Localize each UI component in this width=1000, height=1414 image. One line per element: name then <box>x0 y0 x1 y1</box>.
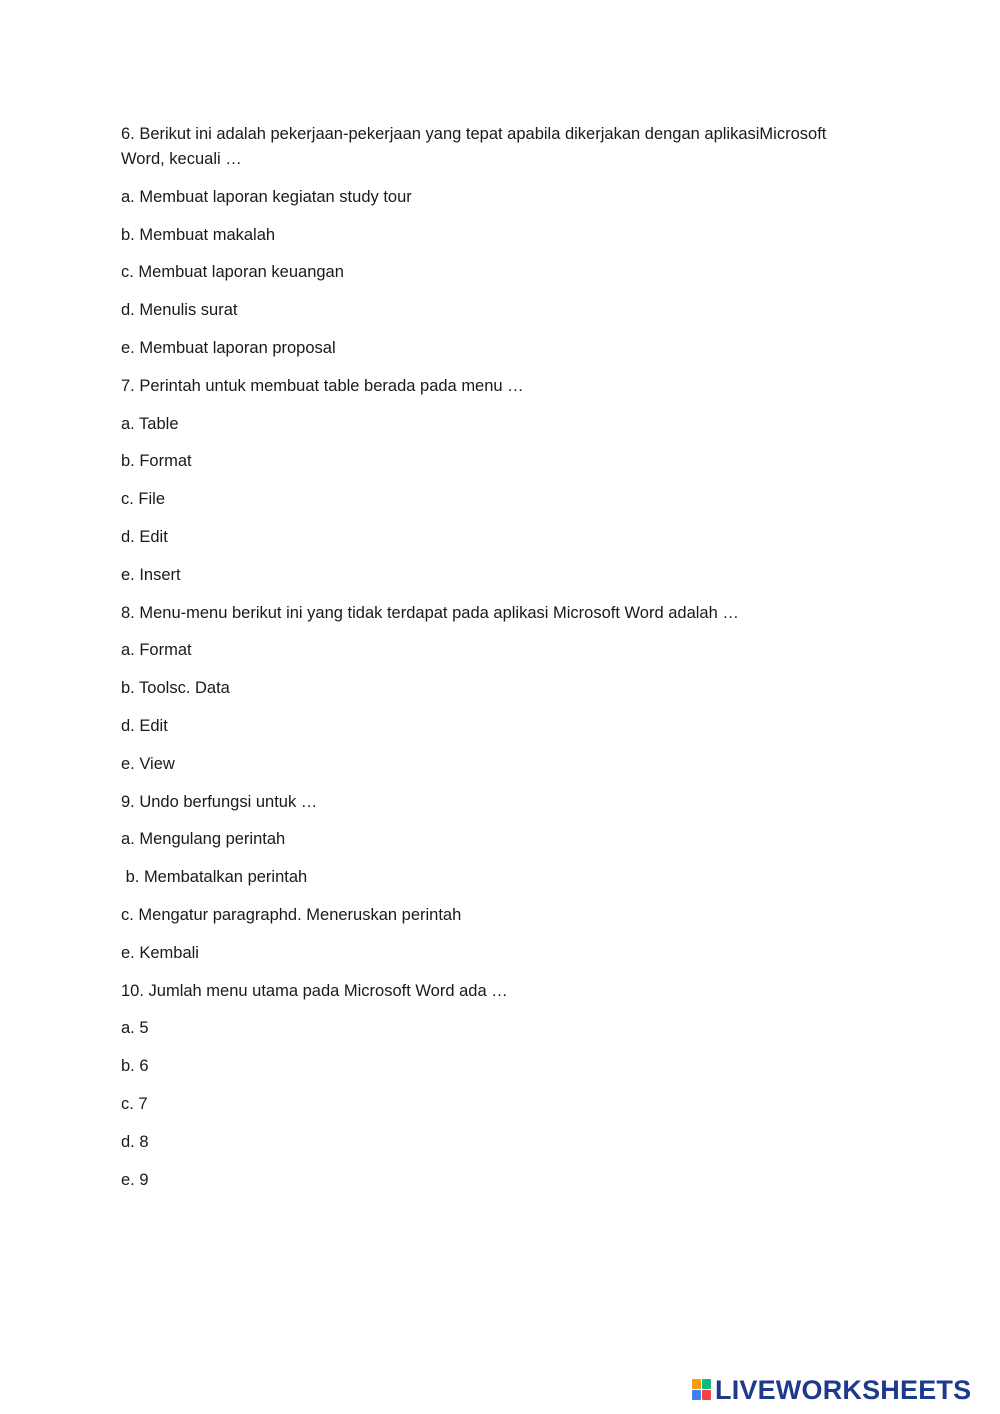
question-6-option-e: e. Membuat laporan proposal <box>121 338 336 357</box>
question-9-prompt: 9. Undo berfungsi untuk … <box>121 792 318 811</box>
question-10-option-e: e. 9 <box>121 1170 149 1189</box>
question-7-option-b: b. Format <box>121 452 192 471</box>
question-7-prompt: 7. Perintah untuk membuat table berada pada menu … <box>121 376 524 395</box>
worksheet-page <box>121 122 861 1205</box>
question-6-option-c: c. Membuat laporan keuangan <box>121 263 344 282</box>
question-8-option-b-c: b. Toolsc. Data <box>121 679 230 698</box>
question-9-option-a: a. Mengulang perintah <box>121 830 286 849</box>
liveworksheets-logo-icon <box>692 1379 712 1401</box>
question-10-option-c: c. 7 <box>121 1094 148 1113</box>
question-6-option-a: a. Membuat laporan kegiatan study tour <box>121 187 412 206</box>
question-7-option-d: d. Edit <box>121 527 168 546</box>
question-6-option-d: d. Menulis surat <box>121 301 238 320</box>
question-10-prompt: 10. Jumlah menu utama pada Microsoft Word ada … <box>121 981 508 1000</box>
question-8-option-e: e. View <box>121 754 175 773</box>
question-8-option-a: a. Format <box>121 641 192 660</box>
question-10-option-d: d. 8 <box>121 1132 149 1151</box>
question-9-option-c-d: c. Mengatur paragraphd. Meneruskan perintah <box>121 905 462 924</box>
question-7-option-a: a. Table <box>121 414 179 433</box>
question-6-option-b: b. Membuat makalah <box>121 225 276 244</box>
question-7-option-c: c. File <box>121 490 166 509</box>
question-8-prompt: 8. Menu-menu berikut ini yang tidak terdapat pada aplikasi Microsoft Word adalah … <box>121 603 739 622</box>
liveworksheets-logo[interactable] <box>692 1374 971 1406</box>
question-8-option-d: d. Edit <box>121 716 168 735</box>
liveworksheets-logo-text: LIVEWORKSHEETS <box>715 1374 972 1405</box>
question-10-option-b: b. 6 <box>121 1057 149 1076</box>
question-7-option-e: e. Insert <box>121 565 181 584</box>
question-9-option-b: b. Membatalkan perintah <box>121 868 308 887</box>
question-10-option-a: a. 5 <box>121 1019 149 1038</box>
question-6-prompt: 6. Berikut ini adalah pekerjaan-pekerjaan yang tepat apabila dikerjakan dengan aplikasiMicrosoft Word, kecuali … <box>121 125 831 168</box>
question-9-option-e: e. Kembali <box>121 943 199 962</box>
